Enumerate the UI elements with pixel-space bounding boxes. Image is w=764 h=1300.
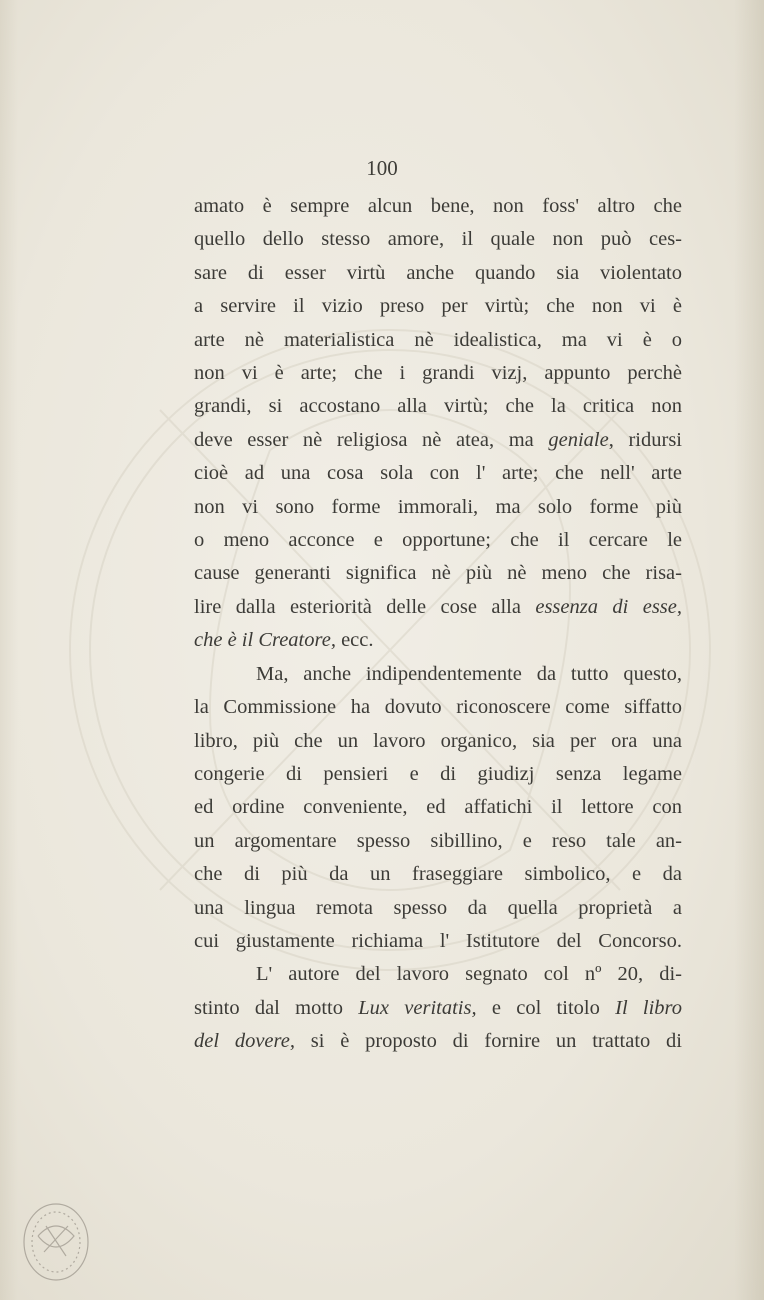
italic-term: Lux veritatis,	[358, 996, 477, 1019]
text-line: cioè ad una cosa sola con l' arte; che nell' arte	[194, 462, 682, 485]
italic-term: geniale	[548, 428, 609, 451]
text-line: non vi sono forme immorali, ma solo forme più	[194, 495, 682, 518]
text-line: una lingua remota spesso da quella proprietà a	[194, 896, 682, 919]
text-line	[194, 624, 682, 657]
italic-term: che è il Creatore,	[194, 629, 336, 652]
text-line	[194, 424, 682, 457]
text-line: o meno acconce e opportune; che il cercare le	[194, 529, 682, 552]
text-segment: ecc.	[341, 629, 374, 652]
text-line: congerie di pensieri e di giudizj senza legame	[194, 762, 682, 785]
text-line	[194, 1025, 682, 1058]
page-number: 100	[366, 156, 398, 180]
text-segment: , ridursi	[608, 428, 682, 451]
italic-term: del dovere,	[194, 1030, 295, 1053]
library-stamp	[16, 1196, 96, 1286]
text-line: cui giustamente richiama l' Istitutore del Concorso.	[194, 929, 682, 952]
text-segment: e col titolo	[491, 996, 600, 1019]
text-line: Ma, anche indipendentemente da tutto questo,	[256, 662, 682, 685]
text-line: a servire il vizio preso per virtù; che non vi è	[194, 295, 682, 318]
text-line: grandi, si accostano alla virtù; che la critica non	[194, 395, 682, 418]
text-segment: deve esser nè religiosa nè atea, ma	[194, 428, 534, 451]
text-line: non vi è arte; che i grandi vizj, appunto perchè	[194, 362, 682, 385]
text-line: amato è sempre alcun bene, non foss' altro che	[194, 195, 682, 217]
text-line: la Commissione ha dovuto riconoscere come siffatto	[194, 696, 682, 719]
text-line: quello dello stesso amore, il quale non può ces-	[194, 228, 682, 251]
text-line: sare di esser virtù anche quando sia violentato	[194, 261, 682, 284]
text-segment: si è proposto di fornire un trattato di	[310, 1030, 683, 1053]
text-line: cause generanti significa nè più nè meno che risa-	[194, 562, 682, 585]
text-line: libro, più che un lavoro organico, sia per ora una	[194, 729, 682, 752]
page-shadow-left	[0, 0, 18, 1300]
italic-term: Il libro	[615, 996, 683, 1019]
body-text	[194, 190, 682, 1059]
text-line: che di più da un fraseggiare simbolico, e da	[194, 863, 682, 886]
italic-term: essenza di esse,	[535, 595, 683, 618]
text-line: L' autore del lavoro segnato col nº 20, di-	[256, 963, 682, 986]
text-segment: lire dalla esteriorità delle cose alla	[194, 595, 521, 618]
text-line: ed ordine conveniente, ed affatichi il lettore con	[194, 796, 682, 819]
text-line	[194, 591, 682, 624]
text-line	[194, 992, 682, 1025]
text-line: un argomentare spesso sibillino, e reso tale an-	[194, 829, 682, 852]
text-line: arte nè materialistica nè idealistica, ma vi è o	[194, 328, 682, 351]
text-segment: stinto dal motto	[194, 996, 343, 1019]
